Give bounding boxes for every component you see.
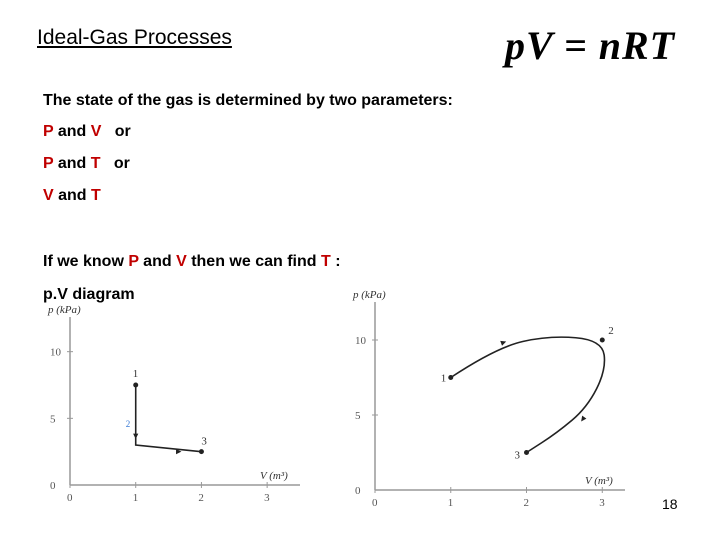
arrowhead xyxy=(581,416,586,422)
intro-text: The state of the gas is determined by two parameters: xyxy=(43,92,453,109)
y-tick-label: 10 xyxy=(355,335,366,347)
state-label: 3 xyxy=(514,449,521,462)
x-axis-label: V (m³) xyxy=(585,475,613,487)
pair-p-v xyxy=(43,123,131,141)
pv-diagram-left xyxy=(35,300,315,515)
x-tick-label: 2 xyxy=(198,492,204,504)
slide-title: Ideal-Gas Processes xyxy=(37,26,232,49)
x-tick-label: 1 xyxy=(447,497,454,509)
pv-diagram-right xyxy=(345,289,645,520)
process-path xyxy=(136,385,202,452)
param-p: P xyxy=(43,155,54,172)
know-text: If we know xyxy=(43,253,129,270)
param-p: P xyxy=(128,253,139,270)
param-t: T xyxy=(320,253,331,270)
state-label: 1 xyxy=(132,368,139,380)
know-text: and xyxy=(138,253,177,270)
state-label: 1 xyxy=(440,372,447,385)
pair-and: and xyxy=(53,123,91,140)
state-point xyxy=(524,450,529,455)
know-text: : xyxy=(330,253,341,270)
param-v: V xyxy=(90,123,102,140)
ideal-gas-formula: pV = nRT xyxy=(505,23,676,68)
state-label: 2 xyxy=(608,325,614,337)
pair-or: or xyxy=(101,123,131,140)
know-sentence xyxy=(43,253,341,271)
pair-and: and xyxy=(53,155,91,172)
arrowhead xyxy=(500,341,506,346)
state-point xyxy=(600,338,605,343)
y-tick-label: 5 xyxy=(50,413,56,426)
param-v: V xyxy=(176,253,187,270)
pair-or: or xyxy=(100,155,130,172)
y-tick-label: 0 xyxy=(355,485,361,497)
process-path xyxy=(451,337,605,452)
y-tick-label: 0 xyxy=(50,480,56,492)
pair-v-t xyxy=(43,187,101,205)
arrowhead xyxy=(133,434,138,439)
param-p: P xyxy=(43,123,54,140)
x-axis-label: V (m³) xyxy=(260,470,288,482)
param-t: T xyxy=(91,187,101,204)
y-axis-label: p (kPa) xyxy=(353,289,386,301)
x-tick-label: 0 xyxy=(372,497,378,509)
pair-and: and xyxy=(53,187,92,204)
x-tick-label: 3 xyxy=(264,492,270,504)
pair-p-t xyxy=(43,155,130,173)
y-tick-label: 5 xyxy=(355,410,361,422)
param-t: T xyxy=(90,155,101,172)
page-number: 18 xyxy=(662,496,678,512)
corner-label: 2 xyxy=(125,419,131,429)
x-tick-label: 1 xyxy=(132,492,139,504)
param-v: V xyxy=(43,187,54,204)
x-tick-label: 3 xyxy=(599,497,605,509)
x-tick-label: 0 xyxy=(67,492,73,504)
state-point xyxy=(199,449,204,454)
state-point xyxy=(448,375,453,380)
pv-diagram-label: p.V diagram xyxy=(43,286,135,303)
x-tick-label: 2 xyxy=(523,497,530,509)
y-tick-label: 10 xyxy=(50,346,61,359)
y-axis-label: p (kPa) xyxy=(48,304,81,316)
state-label: 3 xyxy=(201,435,207,448)
know-text: then we can find xyxy=(186,253,321,270)
state-point xyxy=(133,383,138,388)
